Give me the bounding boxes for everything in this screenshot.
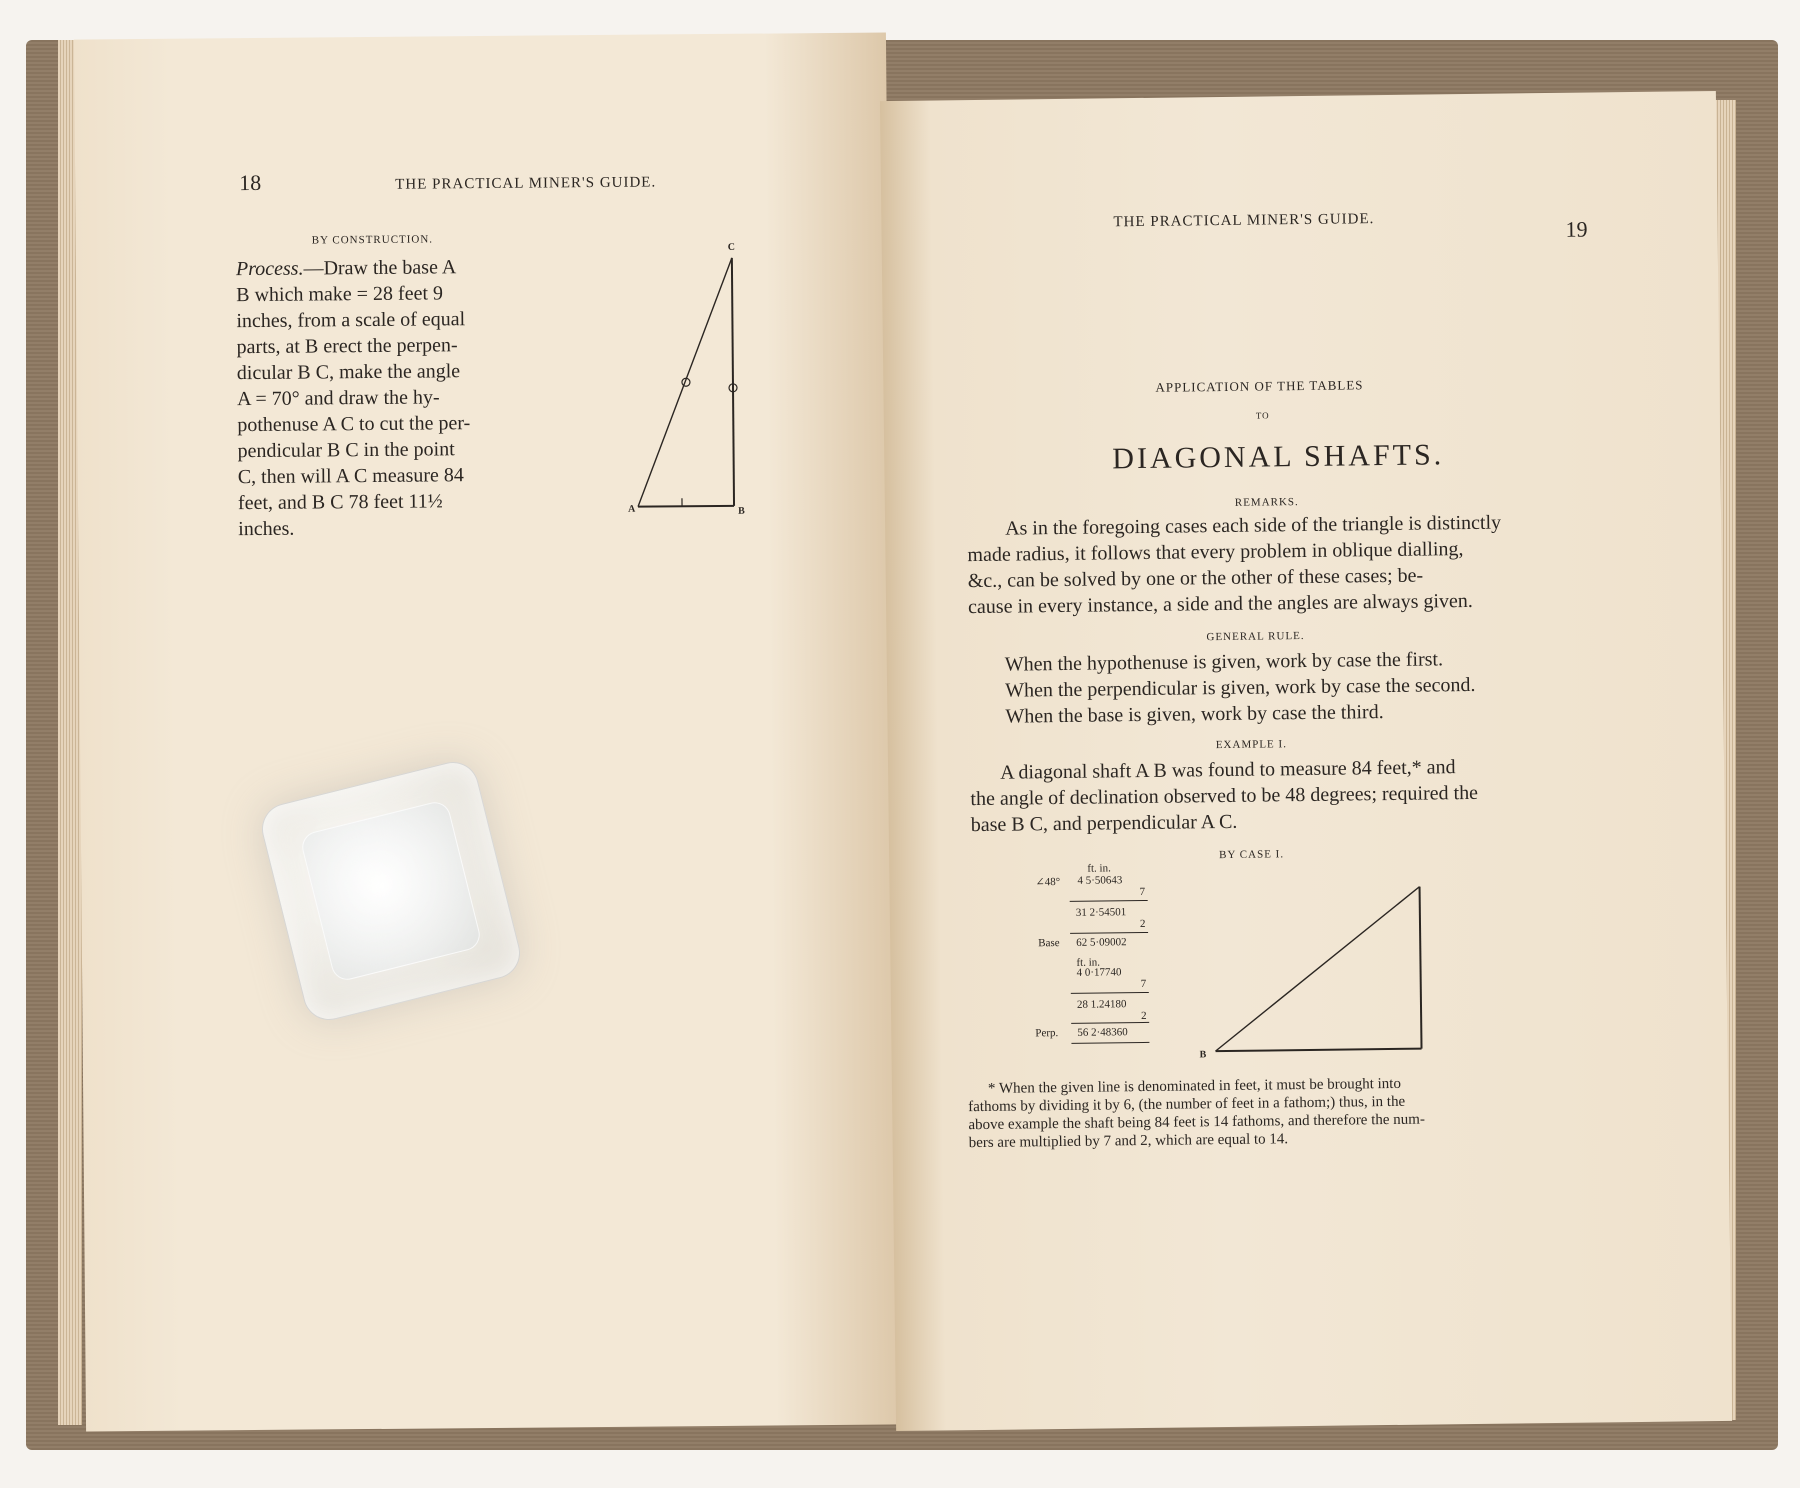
case-triangle-figure: [1189, 872, 1451, 1065]
figure-label-c: C: [727, 241, 736, 253]
triangle-hypotenuse: [1214, 887, 1422, 1052]
calc-mult-3: 7: [1140, 977, 1147, 991]
process-line-6: A = 70° and draw the hy-: [236, 386, 440, 411]
remarks-paragraph: [967, 509, 1566, 620]
process-line-5: dicular B C, make the angle: [236, 360, 461, 385]
hypotenuse-line: [636, 258, 734, 507]
footnote-line-4: bers are multiplied by 7 and 2, which are equal to 14.: [968, 1131, 1289, 1152]
process-line-10: feet, and B C 78 feet 11½: [237, 490, 443, 515]
calc-row-1: 4 5·50643: [1077, 874, 1123, 887]
process-line-3: inches, from a scale of equal: [236, 308, 466, 333]
process-label: Process.: [235, 257, 304, 281]
page-number: 19: [1565, 216, 1588, 242]
footnote-line-2: fathoms by dividing it by 6, (the number of feet in a fathom;) thus, in the: [968, 1093, 1406, 1116]
ft-in-header-2: ft. in.: [1076, 956, 1101, 969]
process-line-8: pendicular B C in the point: [237, 438, 455, 463]
construction-figure: [616, 230, 759, 521]
remarks-heading: REMARKS.: [1234, 496, 1299, 509]
case-heading: BY CASE I.: [1219, 848, 1285, 862]
remarks-line-1: As in the foregoing cases each side of the triangle is distinctly: [1005, 511, 1502, 540]
base-label: Base: [1038, 937, 1060, 950]
perpendicular-line: [732, 258, 734, 506]
application-heading: APPLICATION OF THE TABLES: [1155, 377, 1364, 395]
right-page: [880, 91, 1732, 1431]
page-number: 18: [239, 169, 262, 196]
example-paragraph: [970, 753, 1569, 838]
calc-mult-2: 2: [1139, 917, 1146, 931]
example-line-2: the angle of declination observed to be 48 degrees; required the: [970, 781, 1479, 811]
process-line-11: inches.: [238, 517, 295, 541]
perp-label: Perp.: [1035, 1027, 1059, 1040]
calc-row-4: 4 0·17740: [1076, 966, 1122, 979]
calc-row-2: 31 2·54501: [1075, 906, 1127, 919]
footnote-line-3: above example the shaft being 84 feet is 14 fathoms, and therefore the num-: [968, 1111, 1426, 1134]
running-head: THE PRACTICAL MINER'S GUIDE.: [395, 174, 657, 193]
general-rule-heading: GENERAL RULE.: [1206, 630, 1305, 644]
remarks-line-3: &c., can be solved by one or the other of these cases; be-: [967, 564, 1424, 593]
process-line-1: Process.—Draw the base A: [235, 256, 457, 281]
rule-line-1: When the hypothenuse is given, work by case the first.: [1004, 648, 1444, 676]
footnote: [968, 1073, 1579, 1152]
triangle-perpendicular: [1420, 887, 1422, 1049]
calc-row-3: 62 5·09002: [1076, 936, 1127, 949]
remarks-line-2: made radius, it follows that every problem in oblique dialling,: [967, 538, 1464, 567]
process-line-9: C, then will A C measure 84: [237, 464, 464, 489]
triangle-base: [1216, 1049, 1422, 1052]
calc-mult-1: 7: [1139, 885, 1146, 899]
running-head: THE PRACTICAL MINER'S GUIDE.: [1113, 211, 1375, 231]
triangle-label-b: B: [1199, 1049, 1207, 1061]
example-heading: EXAMPLE I.: [1215, 738, 1287, 752]
figure-label-b: B: [738, 505, 745, 517]
process-line-2: B which make = 28 feet 9: [236, 282, 444, 307]
calc-mult-4: 2: [1141, 1009, 1147, 1023]
magnifier-lens: [299, 799, 483, 983]
calculation-table: [1029, 858, 1151, 1049]
left-page: [74, 32, 898, 1431]
footnote-line-1: * When the given line is denominated in feet, it must be brought into: [987, 1075, 1402, 1097]
rule-line-2: When the perpendicular is given, work by case the second.: [1004, 673, 1476, 702]
base-line: [638, 506, 734, 507]
rule-line-3: When the base is given, work by case the third.: [1005, 701, 1384, 728]
example-line-3: base B C, and perpendicular A C.: [970, 810, 1238, 837]
example-line-1: A diagonal shaft A B was found to measure 84 feet,* and: [999, 756, 1456, 784]
to-word: TO: [1255, 410, 1270, 421]
process-line-7: pothenuse A C to cut the per-: [237, 412, 471, 437]
main-title: DIAGONAL SHAFTS.: [1112, 438, 1445, 476]
section-heading: BY CONSTRUCTION.: [311, 233, 434, 247]
general-rule-paragraph: [1005, 645, 1566, 730]
angle-label: ∠48°: [1035, 876, 1061, 889]
process-line-4: parts, at B erect the perpen-: [236, 334, 458, 359]
figure-label-a: A: [628, 503, 636, 515]
calc-row-5: 28 1.24180: [1076, 998, 1127, 1011]
remarks-line-4: cause in every instance, a side and the angles are always given.: [967, 589, 1473, 619]
calc-row-6: 56 2·48360: [1077, 1026, 1128, 1039]
ft-in-header-1: ft. in.: [1087, 862, 1111, 875]
process-paragraph: [236, 254, 538, 543]
